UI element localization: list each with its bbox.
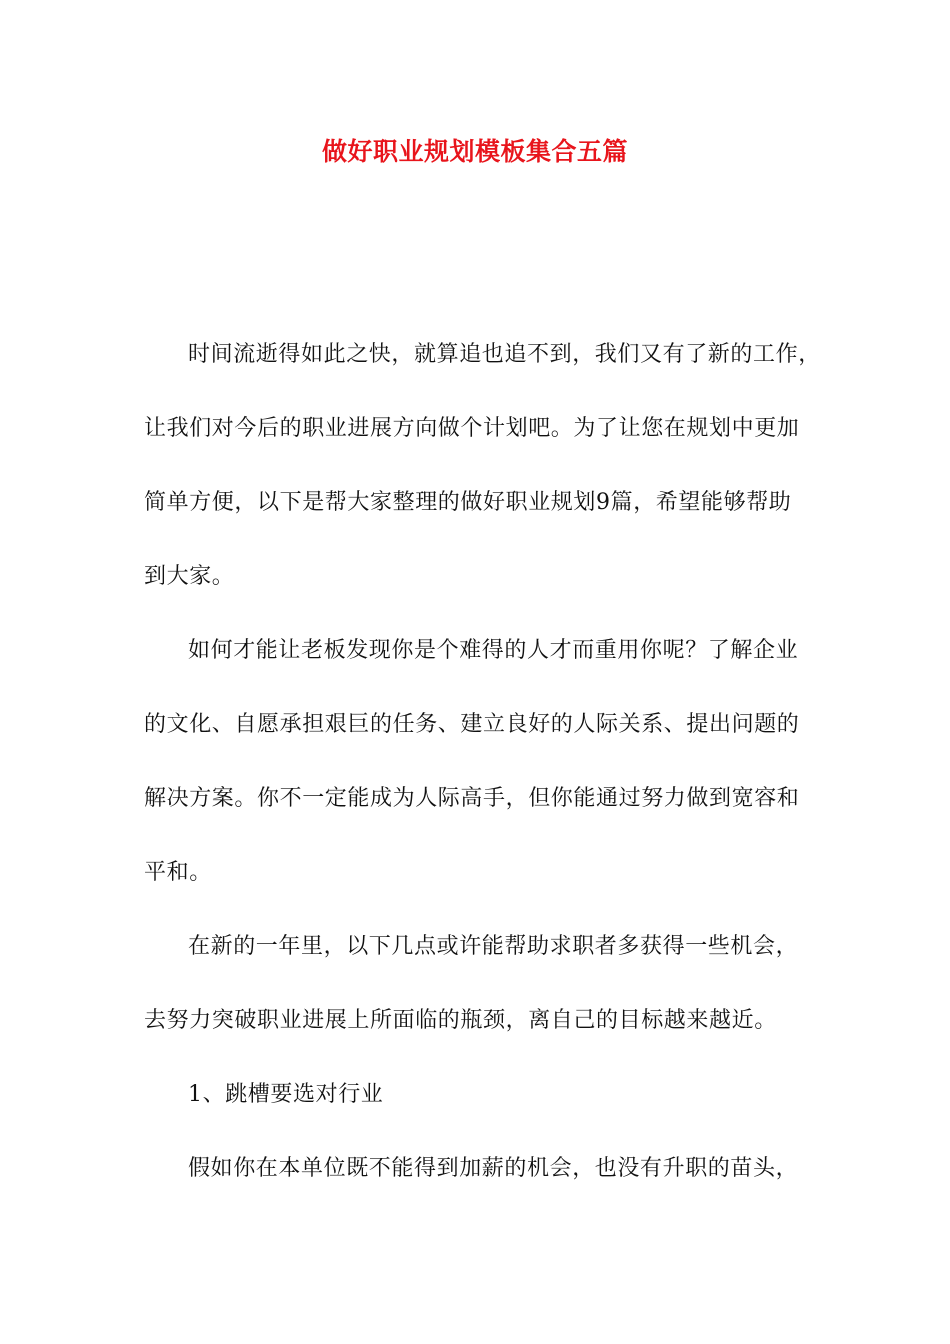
paragraph-job-hop: [144, 1132, 806, 1206]
paragraph-new-year: [144, 910, 806, 1058]
text-line: 时间流逝得如此之快，就算追也追不到，我们又有了新的工作，: [188, 342, 821, 367]
text-line: 假如你在本单位既不能得到加薪的机会，也没有升职的苗头，: [188, 1156, 799, 1181]
document-body: [144, 318, 821, 1206]
text-line: 平和。: [144, 860, 212, 885]
text-line: 如何才能让老板发现你是个难得的人才而重用你呢？了解企业: [188, 638, 799, 663]
text-line: 在新的一年里，以下几点或许能帮助求职者多获得一些机会，: [188, 934, 799, 959]
text-line: 1、跳槽要选对行业: [188, 1082, 384, 1107]
text-line: 简单方便，以下是帮大家整理的做好职业规划9篇，希望能够帮助: [144, 490, 792, 515]
document-title: 做好职业规划模板集合五篇: [321, 137, 628, 166]
text-line: 去努力突破职业进展上所面临的瓶颈，离自己的目标越来越近。: [144, 1008, 777, 1033]
text-line: 到大家。: [144, 564, 235, 589]
text-line: 的文化、自愿承担艰巨的任务、建立良好的人际关系、提出问题的: [144, 712, 800, 737]
paragraph-boss: [144, 614, 806, 910]
paragraph-intro: [144, 318, 821, 614]
text-line: 让我们对今后的职业进展方向做个计划吧。为了让您在规划中更加: [144, 416, 800, 441]
section-heading: [144, 1058, 806, 1132]
text-line: 解决方案。你不一定能成为人际高手，但你能通过努力做到宽容和: [144, 786, 800, 811]
